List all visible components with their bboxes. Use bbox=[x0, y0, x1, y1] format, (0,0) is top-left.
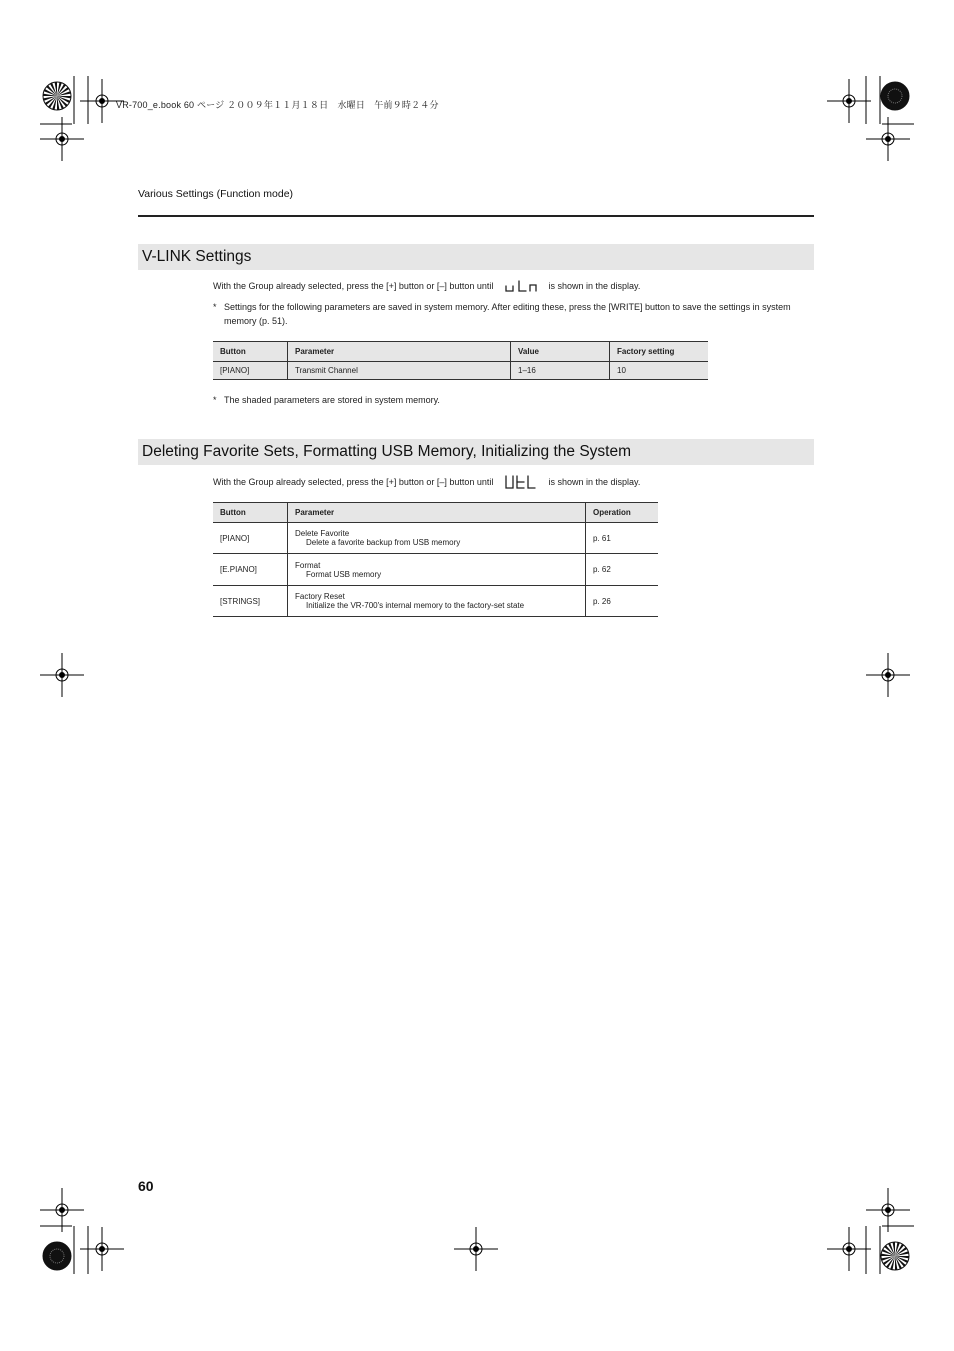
registration-mark bbox=[827, 1227, 871, 1271]
registration-mark bbox=[40, 653, 84, 697]
header-rule bbox=[138, 215, 814, 217]
registration-mark bbox=[40, 1188, 84, 1232]
seven-segment-display-icon bbox=[504, 280, 538, 293]
parameter-description: Format USB memory bbox=[306, 569, 382, 579]
page-number: 60 bbox=[138, 1178, 154, 1194]
delete-table bbox=[213, 502, 658, 617]
cell-parameter bbox=[288, 554, 586, 586]
note-asterisk: * bbox=[213, 302, 217, 312]
vlink-footnote bbox=[213, 393, 813, 407]
footnote-asterisk: * bbox=[213, 395, 217, 405]
cell-operation: p. 26 bbox=[586, 586, 659, 617]
registration-mark bbox=[866, 1188, 910, 1232]
delete-intro-before: With the Group already selected, press the [+] button or [–] button until bbox=[213, 476, 494, 487]
cell-button: [E.PIANO] bbox=[213, 554, 288, 586]
vlink-note-text: Settings for the following parameters are saved in system memory. After editing these, press the [WRITE] button to save the settings in system memory (p. 51). bbox=[224, 302, 791, 326]
registration-mark bbox=[827, 79, 871, 123]
column-header-parameter: Parameter bbox=[288, 503, 586, 523]
print-info: VR-700_e.book 60 ページ ２００９年１１月１８日 水曜日 午前９時２４分 bbox=[116, 100, 439, 110]
column-header-value: Value bbox=[511, 342, 610, 362]
vlink-note bbox=[213, 300, 813, 328]
cell-button: [STRINGS] bbox=[213, 586, 288, 617]
cell-value: 1–16 bbox=[511, 362, 610, 380]
seven-segment-display-icon bbox=[504, 475, 538, 490]
column-header-operation: Operation bbox=[586, 503, 659, 523]
table-row bbox=[213, 554, 658, 586]
page-header-title: Various Settings (Function mode) bbox=[138, 188, 294, 200]
target-mark bbox=[43, 82, 71, 110]
registration-mark bbox=[80, 1227, 124, 1271]
vlink-intro-before: With the Group already selected, press the [+] button or [–] button until bbox=[213, 280, 494, 291]
vlink-table bbox=[213, 341, 708, 380]
parameter-name: Delete Favorite bbox=[295, 529, 350, 538]
delete-intro-after: is shown in the display. bbox=[548, 476, 641, 487]
table-row bbox=[213, 362, 708, 380]
cell-button: [PIANO] bbox=[213, 362, 288, 380]
delete-section-title: Deleting Favorite Sets, Formatting USB Memory, Initializing the System bbox=[138, 439, 814, 465]
target-mark bbox=[43, 1242, 71, 1270]
vlink-footnote-text: The shaded parameters are stored in system memory. bbox=[224, 395, 440, 405]
table-row bbox=[213, 523, 658, 554]
cell-button: [PIANO] bbox=[213, 523, 288, 554]
target-mark bbox=[881, 1242, 909, 1270]
column-header-button: Button bbox=[213, 342, 288, 362]
column-header-factory-setting: Factory setting bbox=[610, 342, 709, 362]
table-row bbox=[213, 586, 658, 617]
cell-factory-setting: 10 bbox=[610, 362, 709, 380]
column-header-button: Button bbox=[213, 503, 288, 523]
registration-mark bbox=[454, 1227, 498, 1271]
vlink-intro-after: is shown in the display. bbox=[548, 280, 641, 291]
vlink-intro bbox=[213, 280, 640, 293]
delete-intro bbox=[213, 475, 640, 490]
parameter-name: Factory Reset bbox=[295, 592, 345, 601]
registration-mark bbox=[866, 653, 910, 697]
target-mark bbox=[881, 82, 909, 110]
cell-parameter: Transmit Channel bbox=[288, 362, 511, 380]
parameter-description: Initialize the VR-700's internal memory to the factory-set state bbox=[306, 601, 525, 610]
column-header-parameter: Parameter bbox=[288, 342, 511, 362]
cell-parameter bbox=[288, 523, 586, 554]
parameter-name: Format bbox=[295, 560, 321, 570]
cell-operation: p. 61 bbox=[586, 523, 659, 554]
cell-parameter bbox=[288, 586, 586, 617]
parameter-description: Delete a favorite backup from USB memory bbox=[306, 538, 461, 547]
cell-operation: p. 62 bbox=[586, 554, 659, 586]
vlink-section-title: V-LINK Settings bbox=[138, 244, 814, 270]
